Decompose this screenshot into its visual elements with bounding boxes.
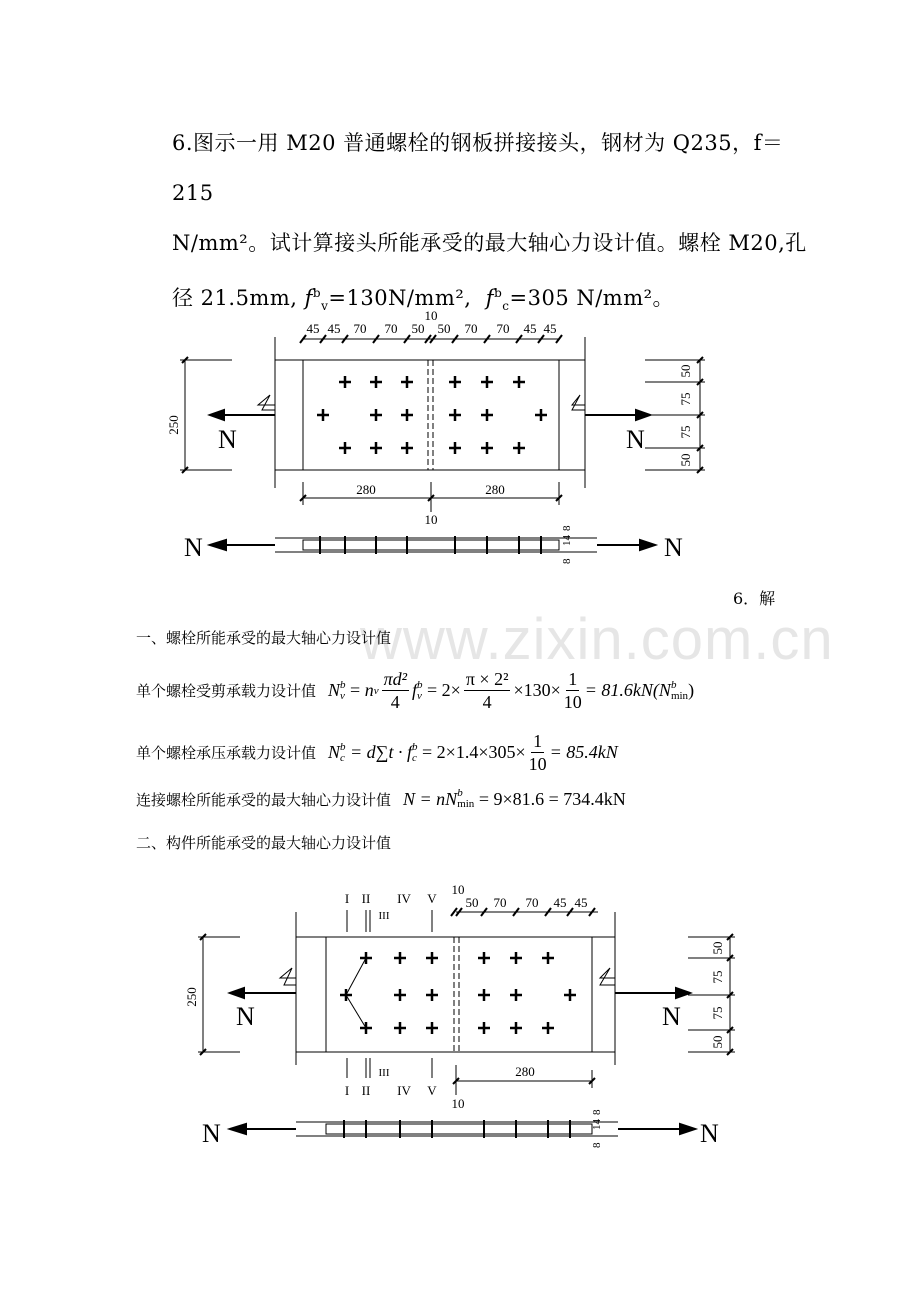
bolt-cross: [449, 376, 461, 388]
fig2-side-load-right: N: [700, 1119, 719, 1148]
fig1-bottom-dim-left: 280: [356, 482, 376, 497]
svg-text:8: 8: [591, 1142, 603, 1148]
fig2-bottom-dim-10: 10: [451, 1096, 465, 1111]
fig2-load-label-right: N: [662, 1002, 681, 1031]
fig1-top-dim: 50: [437, 321, 451, 336]
svg-text:I: I: [344, 891, 350, 906]
fig1-top-dim: 10: [424, 308, 438, 323]
bolt-cross: [426, 1022, 438, 1034]
svg-text:75: 75: [710, 1006, 725, 1020]
fig2-load-label-left: N: [236, 1002, 255, 1031]
bolt-cross: [478, 952, 490, 964]
bolt-cross: [481, 409, 493, 421]
bolt-cross: [481, 442, 493, 454]
fig2-side-load-left: N: [202, 1119, 221, 1148]
fig1-top-dim: 45: [523, 321, 537, 336]
bolt-cross: [542, 952, 554, 964]
bolt-cross: [564, 989, 576, 1001]
bolt-cross: [340, 989, 352, 1001]
svg-text:8: 8: [591, 1109, 603, 1115]
equation-1: 单个螺栓受剪承载力设计值 N b v = n v $\frac{\text{πd²}}{4}$ f b v = 2× $\frac{\text{π × 2²}}{4}$ ×130× $\frac{1}{10}$ = 81.6kN(N b min ): [136, 669, 695, 712]
bolt-cross: [426, 952, 438, 964]
fig1-load-label-left: N: [218, 425, 237, 454]
bolt-cross: [360, 1022, 372, 1034]
fig1-load-label-right: N: [626, 425, 645, 454]
svg-text:I: I: [344, 1083, 350, 1098]
bolt-cross: [370, 442, 382, 454]
svg-text:14: 14: [561, 535, 573, 546]
problem-line-1: 6.图示一用 M20 普通螺栓的钢板拼接接头，钢材为 Q235，f＝215: [172, 131, 784, 205]
bolt-cross: [394, 989, 406, 1001]
bolt-cross: [401, 442, 413, 454]
fig2-top-dim: 50: [465, 895, 479, 910]
bolt-cross: [339, 376, 351, 388]
bolt-cross: [535, 409, 547, 421]
svg-text:V: V: [427, 1083, 437, 1098]
fig1-top-dim: 70: [464, 321, 478, 336]
fig1-bottom-dim-right: 280: [485, 482, 505, 497]
svg-text:8: 8: [561, 558, 573, 564]
fig1-left-dim: 250: [166, 415, 181, 435]
bolt-cross: [513, 376, 525, 388]
svg-text:75: 75: [710, 970, 725, 984]
bolt-cross: [478, 989, 490, 1001]
fig2-top-dim: 10: [451, 882, 465, 897]
section-2-title: 二、构件所能承受的最大轴心力设计值: [136, 834, 392, 852]
fig1-top-dim: 70: [384, 321, 398, 336]
figure-1-splice-joint: [166, 305, 730, 575]
bolt-cross: [426, 989, 438, 1001]
svg-text:50: 50: [678, 453, 693, 467]
bolt-cross: [510, 989, 522, 1001]
bolt-cross: [542, 1022, 554, 1034]
fig2-section-marks-bottom: [345, 1067, 437, 1098]
fig1-bottom-dim-mid: 10: [424, 512, 438, 527]
svg-text:IV: IV: [397, 891, 411, 906]
bolt-cross: [449, 442, 461, 454]
fig2-thickness-dims: [591, 1109, 603, 1148]
problem-line-2: N/mm²。试计算接头所能承受的最大轴心力设计值。螺栓 M20,孔: [172, 231, 807, 255]
fig2-top-dim: 70: [493, 895, 507, 910]
svg-text:50: 50: [710, 1035, 725, 1049]
fig1-top-dim: 45: [543, 321, 557, 336]
svg-text:V: V: [427, 891, 437, 906]
equation-2: 单个螺栓承压承载力设计值 N b c = d∑t · f b c = 2×1.4×305× $\frac{1}{10}$ = 85.4kN: [136, 731, 618, 774]
svg-text:75: 75: [678, 425, 693, 439]
fig1-top-dim: 50: [411, 321, 425, 336]
fig1-side-load-right: N: [664, 533, 683, 562]
bolt-cross: [317, 409, 329, 421]
bolt-cross: [510, 1022, 522, 1034]
problem-statement: [172, 118, 812, 331]
bolt-cross: [513, 442, 525, 454]
svg-text:IV: IV: [397, 1083, 411, 1098]
fig2-top-dim: 70: [525, 895, 539, 910]
svg-text:50: 50: [710, 941, 725, 955]
svg-text:II: II: [361, 1083, 371, 1098]
bolt-cross: [510, 952, 522, 964]
svg-text:II: II: [361, 891, 371, 906]
bolt-cross: [478, 1022, 490, 1034]
fig1-top-dim: 70: [496, 321, 510, 336]
bolt-cross: [360, 952, 372, 964]
svg-text:50: 50: [678, 364, 693, 378]
bolt-cross: [481, 376, 493, 388]
bolt-cross: [401, 376, 413, 388]
svg-text:14: 14: [591, 1119, 603, 1130]
bolt-cross: [394, 952, 406, 964]
svg-text:8: 8: [561, 525, 573, 531]
svg-text:75: 75: [678, 392, 693, 406]
fig2-top-dim: 45: [553, 895, 567, 910]
section-1-title: 一、螺栓所能承受的最大轴心力设计值: [136, 629, 392, 647]
bolt-cross: [370, 409, 382, 421]
svg-text:III: III: [378, 1067, 390, 1079]
bolt-cross: [339, 442, 351, 454]
bolt-cross: [401, 409, 413, 421]
fig1-side-load-left: N: [184, 533, 203, 562]
figure-2-splice-joint: [180, 875, 740, 1155]
fig2-left-dim: 250: [184, 987, 199, 1007]
problem-line-3: 径 21.5mm, $f^b_v=130N$/mm², $f^b_c=305$ N/mm²。: [172, 286, 675, 314]
watermark: www.zixin.com.cn: [360, 607, 834, 672]
fig2-top-dim: 45: [574, 895, 588, 910]
fig1-thickness-dims: [561, 525, 573, 564]
bolt-cross: [394, 1022, 406, 1034]
solution-label: 6．解: [733, 589, 776, 608]
bolt-cross: [449, 409, 461, 421]
svg-text:III: III: [378, 910, 390, 922]
fig1-top-dim: 45: [327, 321, 341, 336]
fig1-top-dim: 70: [353, 321, 367, 336]
equation-3: 连接螺栓所能承受的最大轴心力设计值 N = nN b min = 9×81.6 = 734.4kN: [136, 787, 626, 810]
fig2-section-marks-top: [345, 891, 437, 922]
bolt-cross: [370, 376, 382, 388]
fig2-bottom-dim-280: 280: [515, 1064, 535, 1079]
fig1-top-dim: 45: [306, 321, 320, 336]
